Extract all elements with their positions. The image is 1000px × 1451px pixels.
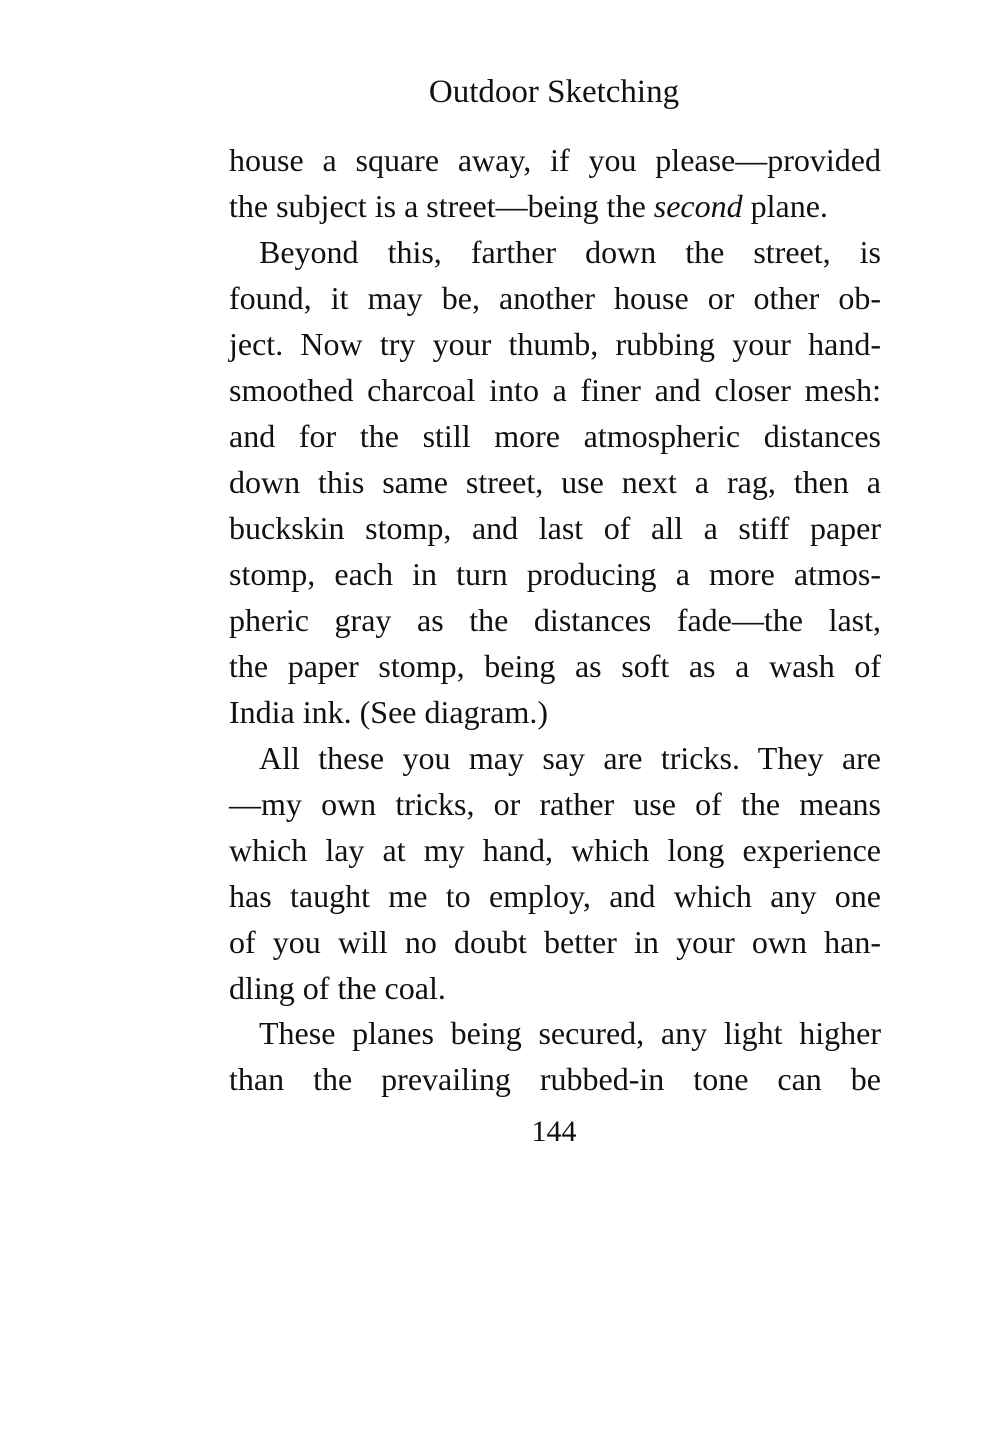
- text-line: smoothed charcoal into a finer and closer mesh:: [229, 372, 881, 408]
- text-line: and for the still more atmospheric distances: [229, 418, 881, 454]
- text-line: stomp, each in turn producing a more atmos-: [229, 556, 881, 592]
- text-line: than the prevailing rubbed-in tone can be: [229, 1061, 881, 1097]
- text-line: of you will no doubt better in your own han-: [229, 924, 881, 960]
- running-head: Outdoor Sketching: [428, 74, 680, 110]
- page-number: 144: [531, 1115, 577, 1148]
- italic-word: second: [653, 188, 743, 224]
- text-fragment: the subject is a street—being the: [229, 188, 654, 224]
- text-line: found, it may be, another house or other ob-: [229, 280, 881, 316]
- paragraph-start: Beyond this, farther down the street, is: [259, 234, 881, 270]
- paragraph-start: These planes being secured, any light higher: [259, 1015, 881, 1051]
- text-line: —my own tricks, or rather use of the means: [229, 786, 881, 822]
- text-line: pheric gray as the distances fade—the last,: [229, 602, 881, 638]
- text-line: dling of the coal.: [229, 970, 446, 1006]
- text-line: the paper stomp, being as soft as a wash of: [229, 648, 881, 684]
- paragraph-start: All these you may say are tricks. They are: [259, 740, 881, 776]
- text-line: has taught me to employ, and which any one: [229, 878, 881, 914]
- text-line: which lay at my hand, which long experience: [229, 832, 881, 868]
- text-fragment: plane.: [750, 188, 828, 224]
- text-line: ject. Now try your thumb, rubbing your hand-: [229, 326, 881, 362]
- text-line: India ink. (See diagram.): [229, 694, 548, 730]
- text-line: house a square away, if you please—provided: [229, 142, 881, 178]
- text-line: down this same street, use next a rag, then a: [229, 464, 881, 500]
- text-line: buckskin stomp, and last of all a stiff paper: [229, 510, 881, 546]
- text-line: [229, 183, 881, 229]
